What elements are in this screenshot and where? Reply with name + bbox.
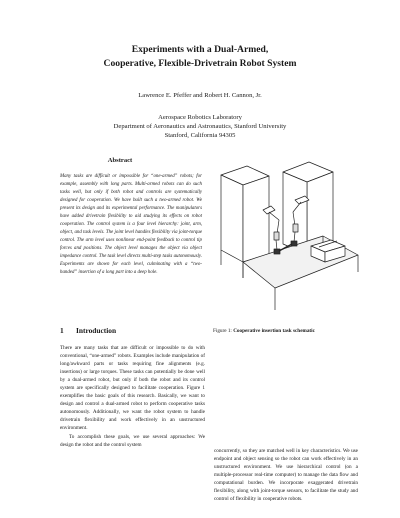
affiliation-line-3: Stanford, California 94305: [164, 132, 236, 139]
intro-paragraph-2: To accomplish these goals, we use several approaches: We design the robot and the control system: [60, 434, 205, 448]
intro-paragraph-1: There are many tasks that are difficult or impossible to do with conventional, “one-armed” robots. Examples include manipulation of long/awkward parts or tasks requiring fine alignments (e.g. insertions) or large torques. These tasks can potentially be done well by a dual-armed robot, but only if both the robot and its control system are specifically designed to facilitate cooperation. Figure 1 exemplifies the basic goals of this research. Basically, we want to design and control a dual-armed robot to perform cooperative tasks autonomously. Additionally, we want the robot system to handle drivetrain flexibility and work effectively in an unstructured environment.: [60, 345, 205, 431]
section-title: Introduction: [76, 326, 117, 335]
author-list: Lawrence E. Pfeffer and Robert H. Cannon, Jr.: [138, 92, 262, 99]
figure-caption-text: Cooperative insertion task schematic: [233, 328, 315, 334]
intro-right-column: concurrently, so they are matched well in key characteristics. We use endpoint and object sensing so the robot can work effectively in an unstructured environment. We use hierarchical control (on a multiple-processor real-time computer) to manage the data flow and computational burden. We incorporate exaggerated drivetrain flexibility, along with joint-torque sensors, to facilitate the study and control of flexibility in cooperative robots.: [214, 448, 358, 502]
abstract-body: Many tasks are difficult or impossible for “one-armed” robots; for example, assembly with long parts. Multi-armed robots can do such tasks well, but only if both robot and controls are systematically designed for cooperation. We have built such a two-armed robot. We present its design and its experimental performance. The manipulators have added drivetrain flexibility to aid studying its effects on robot cooperation. The control system is a four level hierarchy: joint, arm, object, and task levels. The joint level handles flexibility via joint-torque control. The arm level uses nonlinear end-point feedback to control tip forces and positions. The object level manages the object via object impedance control. The task level directs multi-step tasks autonomously. Experiments are shown for each level, culminating with a “two-handed” insertion of a long part into a deep hole.: [60, 174, 202, 275]
section-number: 1: [60, 326, 64, 335]
paper-title: [20, 43, 380, 71]
intro-left-column: [60, 344, 205, 449]
affiliation: [20, 113, 380, 140]
section-heading: [60, 326, 116, 335]
title-line-2: Cooperative, Flexible-Drivetrain Robot System: [103, 58, 297, 69]
abstract-heading: Abstract: [107, 157, 133, 164]
figure-robot-schematic: [213, 150, 363, 320]
figure-caption: [213, 328, 363, 334]
affiliation-line-2: Department of Aeronautics and Astronautics, Stanford University: [113, 123, 287, 130]
title-line-1: Experiments with a Dual-Armed,: [131, 44, 269, 55]
affiliation-line-1: Aerospace Robotics Laboratory: [158, 114, 242, 121]
figure-label: Figure 1:: [213, 328, 232, 334]
